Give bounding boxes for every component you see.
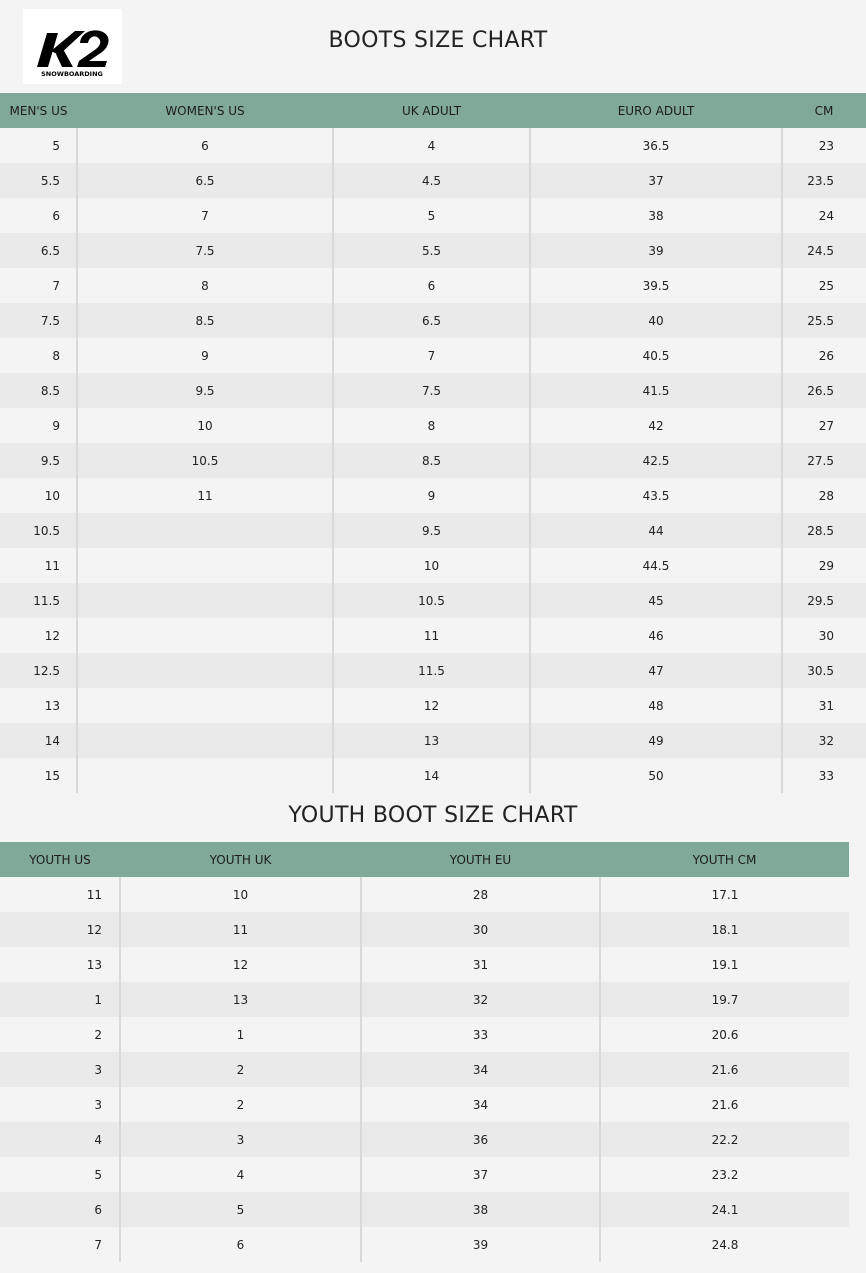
table-cell: 6.5 xyxy=(0,233,77,268)
table-cell: 8 xyxy=(333,408,530,443)
table-cell: 3 xyxy=(0,1087,120,1122)
table-cell: 9 xyxy=(77,338,333,373)
table-cell: 28.5 xyxy=(782,513,866,548)
table-cell: 4.5 xyxy=(333,163,530,198)
table-cell: 11 xyxy=(120,912,361,947)
table-cell: 7.5 xyxy=(77,233,333,268)
table-cell: 10 xyxy=(333,548,530,583)
table-cell: 9 xyxy=(333,478,530,513)
table-cell: 6.5 xyxy=(77,163,333,198)
table-cell: 5.5 xyxy=(333,233,530,268)
table-cell: 39.5 xyxy=(530,268,782,303)
table-cell: 19.7 xyxy=(600,982,849,1017)
boots-size-table xyxy=(0,93,866,793)
table-row xyxy=(0,583,866,618)
table-cell xyxy=(77,653,333,688)
table-row xyxy=(0,758,866,793)
table-cell: 40.5 xyxy=(530,338,782,373)
table-row xyxy=(0,373,866,408)
table-row xyxy=(0,303,866,338)
table-cell: 32 xyxy=(361,982,600,1017)
table-cell: 26.5 xyxy=(782,373,866,408)
table-cell: 25.5 xyxy=(782,303,866,338)
table-cell xyxy=(77,758,333,793)
table-cell: 15 xyxy=(0,758,77,793)
table-cell: 24.1 xyxy=(600,1192,849,1227)
table-row xyxy=(0,198,866,233)
table-cell: 18.1 xyxy=(600,912,849,947)
table-cell: 14 xyxy=(0,723,77,758)
table-cell: 11.5 xyxy=(333,653,530,688)
table-cell: 7.5 xyxy=(0,303,77,338)
table-cell: 42 xyxy=(530,408,782,443)
table-row xyxy=(0,128,866,163)
table-cell: 4 xyxy=(0,1122,120,1157)
table-cell: 6 xyxy=(77,128,333,163)
table-row xyxy=(0,478,866,513)
table-cell: 3 xyxy=(0,1052,120,1087)
table-cell: 29.5 xyxy=(782,583,866,618)
table-cell: 50 xyxy=(530,758,782,793)
table-row xyxy=(0,1052,849,1087)
table-cell: 41.5 xyxy=(530,373,782,408)
table-cell: 30 xyxy=(361,912,600,947)
table-cell: 12 xyxy=(333,688,530,723)
table-cell: 1 xyxy=(120,1017,361,1052)
youth-size-table xyxy=(0,842,849,1262)
logo-subtitle: SNOWBOARDING xyxy=(41,70,103,78)
table-cell: 27.5 xyxy=(782,443,866,478)
table-cell: 5.5 xyxy=(0,163,77,198)
table-row xyxy=(0,233,866,268)
table-cell: 12 xyxy=(0,912,120,947)
table-row xyxy=(0,877,849,912)
table-cell: 34 xyxy=(361,1052,600,1087)
table-cell: 26 xyxy=(782,338,866,373)
table-cell: 12 xyxy=(0,618,77,653)
table-cell: 33 xyxy=(361,1017,600,1052)
table-cell: 17.1 xyxy=(600,877,849,912)
table-cell: 23.5 xyxy=(782,163,866,198)
table-cell: 8.5 xyxy=(77,303,333,338)
table-cell xyxy=(77,583,333,618)
table-cell: 7.5 xyxy=(333,373,530,408)
table-cell: 33 xyxy=(782,758,866,793)
table-cell: 8 xyxy=(0,338,77,373)
boots-table-body xyxy=(0,128,866,793)
table-cell: 28 xyxy=(782,478,866,513)
table-cell: 14 xyxy=(333,758,530,793)
table-cell: 38 xyxy=(530,198,782,233)
table-row xyxy=(0,338,866,373)
table-cell: 11 xyxy=(77,478,333,513)
table-cell: 6 xyxy=(0,198,77,233)
table-cell: 31 xyxy=(361,947,600,982)
column-header: YOUTH US xyxy=(0,842,120,877)
table-cell: 24 xyxy=(782,198,866,233)
table-cell: 2 xyxy=(0,1017,120,1052)
youth-header-row xyxy=(0,842,849,877)
table-cell: 12.5 xyxy=(0,653,77,688)
table-cell: 3 xyxy=(120,1122,361,1157)
table-cell: 13 xyxy=(333,723,530,758)
column-header: MEN'S US xyxy=(0,93,77,128)
table-cell: 38 xyxy=(361,1192,600,1227)
table-row xyxy=(0,688,866,723)
table-cell xyxy=(77,513,333,548)
table-cell: 40 xyxy=(530,303,782,338)
table-cell: 47 xyxy=(530,653,782,688)
table-cell: 43.5 xyxy=(530,478,782,513)
table-row xyxy=(0,653,866,688)
table-cell xyxy=(77,723,333,758)
table-row xyxy=(0,443,866,478)
table-cell: 10.5 xyxy=(0,513,77,548)
table-cell: 49 xyxy=(530,723,782,758)
table-cell: 7 xyxy=(333,338,530,373)
table-cell: 10 xyxy=(0,478,77,513)
table-cell: 5 xyxy=(0,128,77,163)
column-header: WOMEN'S US xyxy=(77,93,333,128)
table-cell: 13 xyxy=(120,982,361,1017)
table-cell: 30.5 xyxy=(782,653,866,688)
table-cell: 10 xyxy=(120,877,361,912)
table-row xyxy=(0,1017,849,1052)
column-header: EURO ADULT xyxy=(530,93,782,128)
table-cell: 10.5 xyxy=(333,583,530,618)
column-header: YOUTH CM xyxy=(600,842,849,877)
table-cell xyxy=(77,548,333,583)
table-cell: 2 xyxy=(120,1052,361,1087)
table-cell: 8 xyxy=(77,268,333,303)
table-row xyxy=(0,1157,849,1192)
table-row xyxy=(0,947,849,982)
table-cell: 32 xyxy=(782,723,866,758)
table-cell: 6.5 xyxy=(333,303,530,338)
table-cell: 39 xyxy=(361,1227,600,1262)
table-row xyxy=(0,1087,849,1122)
table-cell: 22.2 xyxy=(600,1122,849,1157)
table-row xyxy=(0,163,866,198)
table-cell: 23 xyxy=(782,128,866,163)
table-cell: 37 xyxy=(361,1157,600,1192)
table-cell: 11 xyxy=(0,548,77,583)
table-row xyxy=(0,912,849,947)
table-cell: 37 xyxy=(530,163,782,198)
table-row xyxy=(0,1192,849,1227)
column-header: YOUTH EU xyxy=(361,842,600,877)
table-cell: 42.5 xyxy=(530,443,782,478)
table-cell: 7 xyxy=(77,198,333,233)
table-cell: 34 xyxy=(361,1087,600,1122)
table-cell: 4 xyxy=(333,128,530,163)
table-row xyxy=(0,513,866,548)
table-cell: 31 xyxy=(782,688,866,723)
table-row xyxy=(0,723,866,758)
table-cell: 25 xyxy=(782,268,866,303)
table-cell: 6 xyxy=(120,1227,361,1262)
table-row xyxy=(0,548,866,583)
table-cell xyxy=(77,688,333,723)
table-cell: 23.2 xyxy=(600,1157,849,1192)
table-row xyxy=(0,1227,849,1262)
table-cell: 21.6 xyxy=(600,1087,849,1122)
table-cell: 44 xyxy=(530,513,782,548)
table-cell: 12 xyxy=(120,947,361,982)
table-row xyxy=(0,618,866,653)
table-cell: 5 xyxy=(0,1157,120,1192)
table-cell: 28 xyxy=(361,877,600,912)
youth-boot-size-chart-title: YOUTH BOOT SIZE CHART xyxy=(288,803,578,828)
table-row xyxy=(0,408,866,443)
table-cell: 10.5 xyxy=(77,443,333,478)
table-cell: 36 xyxy=(361,1122,600,1157)
table-cell: 8.5 xyxy=(0,373,77,408)
table-cell: 13 xyxy=(0,947,120,982)
boots-header-row xyxy=(0,93,866,128)
table-cell: 11 xyxy=(0,877,120,912)
table-cell: 19.1 xyxy=(600,947,849,982)
table-cell: 2 xyxy=(120,1087,361,1122)
table-cell: 9 xyxy=(0,408,77,443)
table-cell: 46 xyxy=(530,618,782,653)
table-cell: 9.5 xyxy=(0,443,77,478)
table-cell: 9.5 xyxy=(77,373,333,408)
table-cell: 29 xyxy=(782,548,866,583)
table-cell: 6 xyxy=(0,1192,120,1227)
boots-size-chart-title: BOOTS SIZE CHART xyxy=(328,28,548,53)
table-cell xyxy=(77,618,333,653)
table-cell: 24.8 xyxy=(600,1227,849,1262)
table-cell: 9.5 xyxy=(333,513,530,548)
table-cell: 7 xyxy=(0,268,77,303)
table-cell: 24.5 xyxy=(782,233,866,268)
table-cell: 5 xyxy=(333,198,530,233)
table-cell: 48 xyxy=(530,688,782,723)
table-cell: 27 xyxy=(782,408,866,443)
table-cell: 8.5 xyxy=(333,443,530,478)
table-cell: 11 xyxy=(333,618,530,653)
table-cell: 39 xyxy=(530,233,782,268)
column-header: YOUTH UK xyxy=(120,842,361,877)
table-cell: 13 xyxy=(0,688,77,723)
column-header: UK ADULT xyxy=(333,93,530,128)
table-cell: 6 xyxy=(333,268,530,303)
table-cell: 1 xyxy=(0,982,120,1017)
table-cell: 21.6 xyxy=(600,1052,849,1087)
table-cell: 30 xyxy=(782,618,866,653)
table-cell: 11.5 xyxy=(0,583,77,618)
table-cell: 5 xyxy=(120,1192,361,1227)
table-row xyxy=(0,268,866,303)
table-cell: 4 xyxy=(120,1157,361,1192)
youth-table-body xyxy=(0,877,849,1262)
table-row xyxy=(0,982,849,1017)
table-cell: 36.5 xyxy=(530,128,782,163)
table-cell: 44.5 xyxy=(530,548,782,583)
table-cell: 45 xyxy=(530,583,782,618)
table-cell: 10 xyxy=(77,408,333,443)
column-header: CM xyxy=(782,93,866,128)
table-row xyxy=(0,1122,849,1157)
table-cell: 20.6 xyxy=(600,1017,849,1052)
table-cell: 7 xyxy=(0,1227,120,1262)
